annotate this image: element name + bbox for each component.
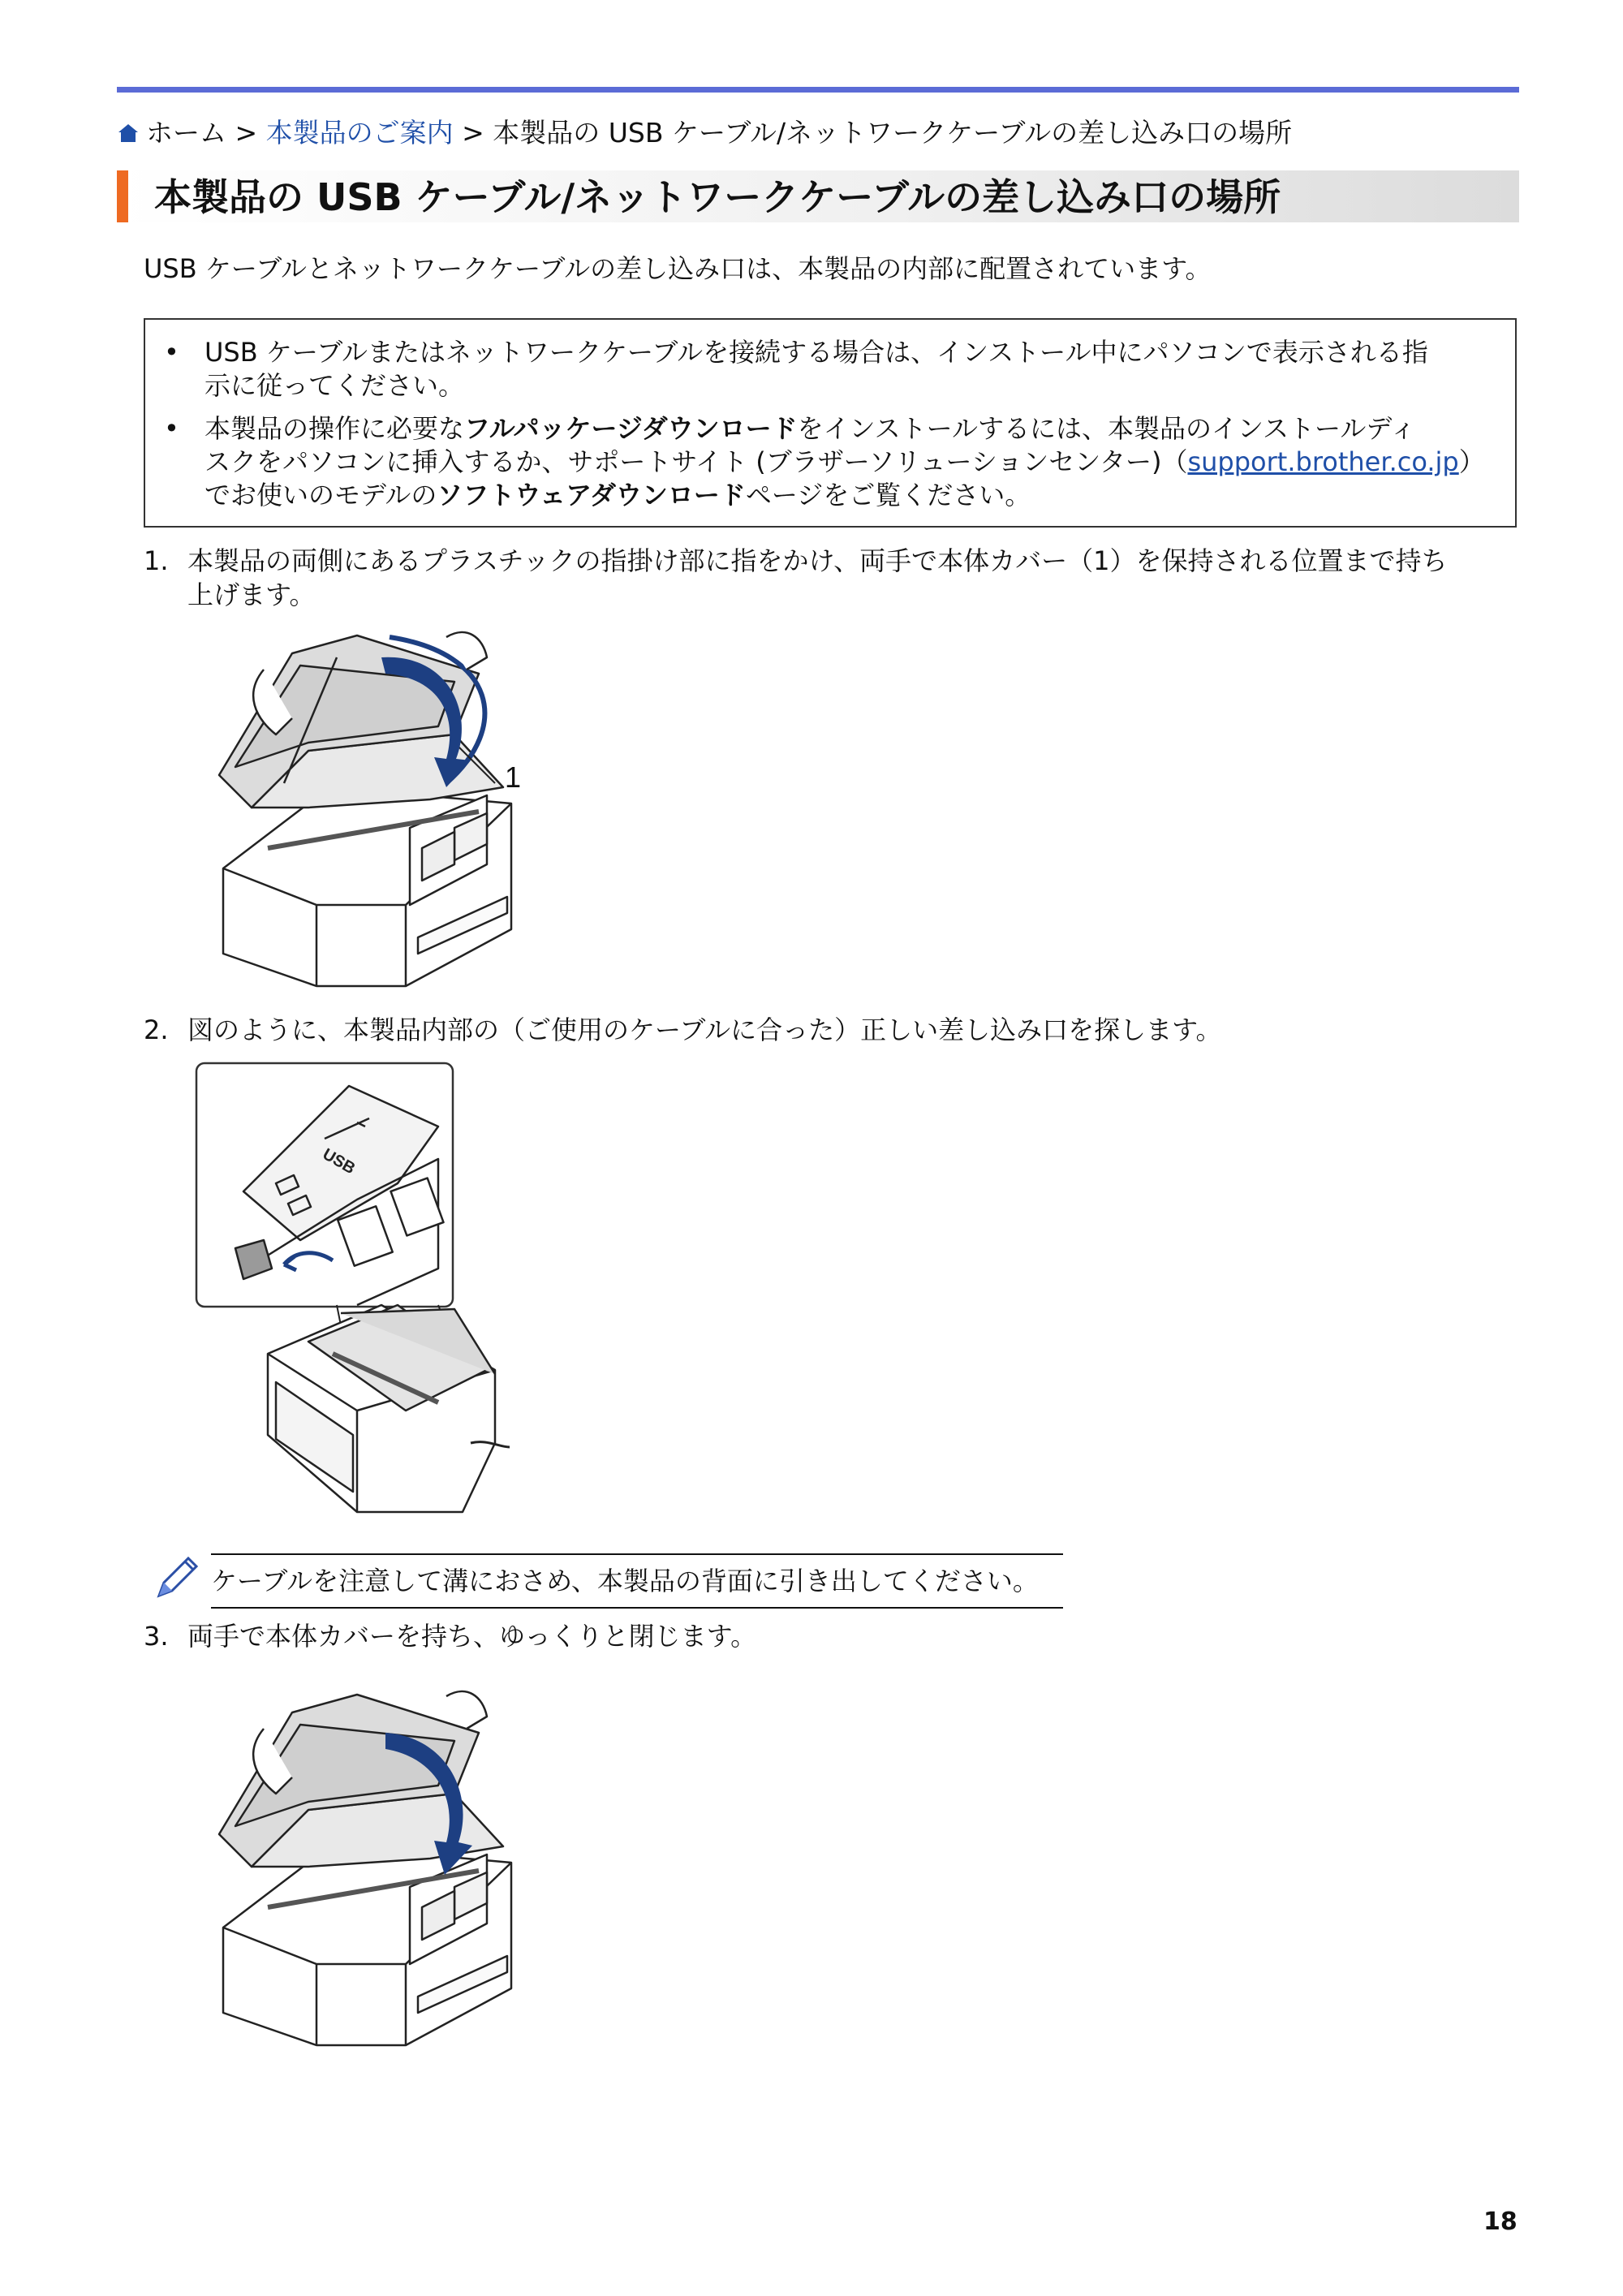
title-accent [117, 170, 128, 222]
step-text: 上げます。 [187, 579, 316, 610]
note-text: 示に従ってください。 [204, 370, 465, 401]
breadcrumb-current: 本製品の USB ケーブル/ネットワークケーブルの差し込み口の場所 [493, 117, 1293, 149]
step-text: 図のように、本製品内部の（ご使用のケーブルに合った）正しい差し込み口を探します。 [187, 1014, 1222, 1045]
step-text: 両手で本体カバーを持ち、ゆっくりと閉じます。 [187, 1621, 757, 1652]
note-text: をインストールするには、本製品のインストールディ [797, 413, 1416, 444]
note-text: スクをパソコンに挿入するか、サポートサイト (ブラザーソリューションセンター)（ [204, 446, 1188, 477]
home-icon[interactable] [117, 122, 140, 144]
step-number: 1. [144, 545, 169, 576]
breadcrumb [117, 114, 1292, 153]
printer-close-cover-illustration [187, 1688, 601, 2061]
hint-rule-top [211, 1553, 1063, 1555]
hint-rule-bottom [211, 1607, 1063, 1609]
breadcrumb-home[interactable]: ホーム [146, 117, 226, 149]
breadcrumb-separator: > [226, 117, 266, 149]
pencil-icon [153, 1550, 204, 1602]
bullet: • [164, 337, 179, 368]
note-emphasis: ソフトウェアダウンロード [437, 480, 746, 510]
hint-text: ケーブルを注意して溝におさめ、本製品の背面に引き出してください。 [211, 1566, 1039, 1596]
callout-1: 1 [505, 760, 522, 794]
port-location-illustration [195, 1062, 536, 1532]
page-number: 18 [1483, 2208, 1518, 2236]
intro-text: USB ケーブルとネットワークケーブルの差し込み口は、本製品の内部に配置されています。 [144, 253, 1212, 284]
step-number: 2. [144, 1014, 169, 1045]
usb-port-label: USB [319, 1145, 359, 1178]
breadcrumb-link-product-info[interactable]: 本製品のご案内 [265, 117, 454, 149]
note-text: ） [1458, 446, 1485, 477]
top-rule [117, 87, 1519, 93]
note-text: 本製品の操作に必要な [204, 413, 465, 444]
breadcrumb-separator: > [453, 117, 493, 149]
note-text: ページをご覧ください。 [745, 480, 1031, 510]
step-text: 本製品の両側にあるプラスチックの指掛け部に指をかけ、両手で本体カバー（1）を保持される位置まで持ち [187, 545, 1448, 576]
support-link[interactable]: support.brother.co.jp [1187, 446, 1459, 477]
title-bar [117, 170, 1519, 222]
note-text: USB ケーブルまたはネットワークケーブルを接続する場合は、インストール中にパソコンで表示される指 [204, 337, 1428, 368]
printer-open-cover-illustration [187, 621, 601, 1002]
bullet: • [164, 413, 179, 444]
page-title: 本製品の USB ケーブル/ネットワークケーブルの差し込み口の場所 [154, 175, 1281, 219]
note-box [144, 318, 1517, 528]
hint-note [153, 1550, 1086, 1609]
step-number: 3. [144, 1621, 169, 1652]
note-emphasis: フルパッケージダウンロード [464, 413, 798, 444]
note-text: でお使いのモデルの [204, 480, 437, 510]
